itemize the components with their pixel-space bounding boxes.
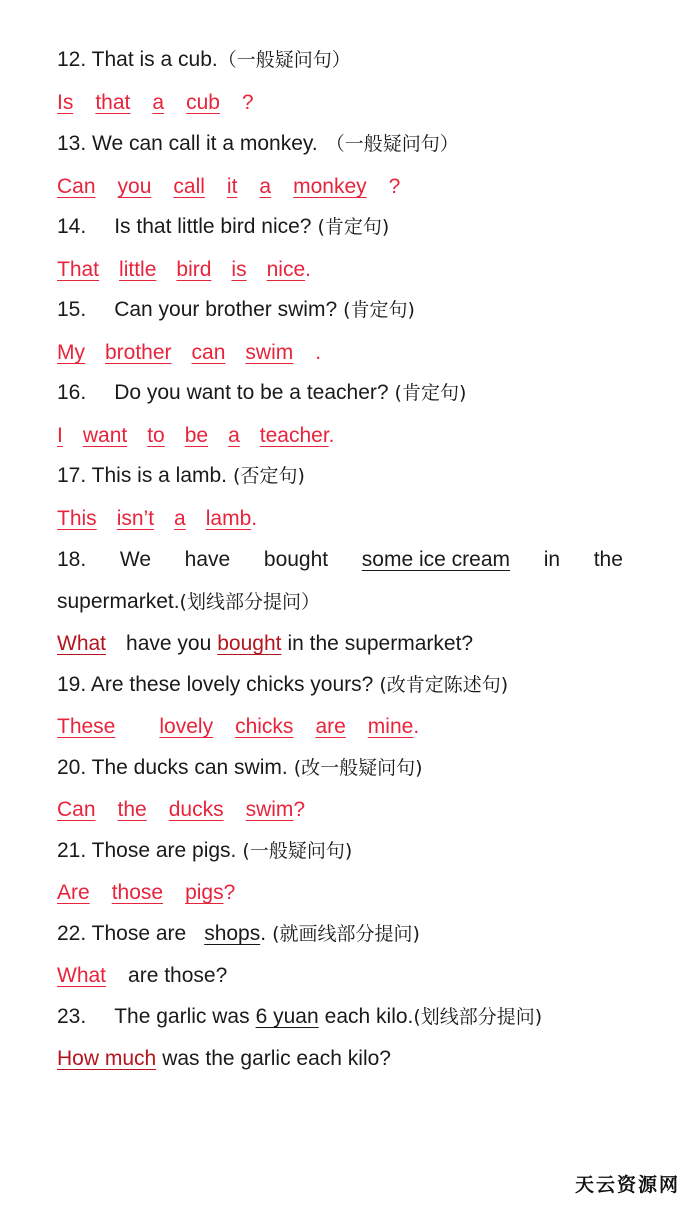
- site-logo: 天云资源网: [574, 1174, 680, 1196]
- answer-20: Can the ducks swim?: [57, 798, 306, 821]
- question-20: 20. The ducks can swim. (改一般疑问句): [57, 756, 423, 779]
- answer-22: What are those?: [57, 964, 228, 987]
- answer-15: My brother can swim .: [57, 341, 322, 364]
- question-18-line2: supermarket.(划线部分提问）: [57, 590, 320, 613]
- answer-13: Can you call it a monkey ?: [57, 175, 401, 198]
- question-16: 16. Do you want to be a teacher? (肯定句): [57, 381, 467, 404]
- question-12: 12. That is a cub.（一般疑问句）: [57, 48, 351, 71]
- question-19: 19. Are these lovely chicks yours? (改肯定陈述句): [57, 673, 509, 696]
- question-17: 17. This is a lamb. (否定句): [57, 464, 305, 487]
- answer-17: This isn’t a lamb.: [57, 507, 258, 530]
- question-21: 21. Those are pigs. (一般疑问句): [57, 839, 353, 862]
- answer-18: What have you bought in the supermarket?: [57, 632, 474, 655]
- answer-16: I want to be a teacher.: [57, 424, 335, 447]
- question-22: 22. Those are shops. (就画线部分提问): [57, 922, 420, 945]
- question-18-line1: 18. We have bought some ice cream in the: [57, 548, 623, 571]
- answer-14: That little bird is nice.: [57, 258, 311, 281]
- question-15: 15. Can your brother swim? (肯定句): [57, 298, 415, 321]
- answer-21: Are those pigs?: [57, 881, 236, 904]
- question-13: 13. We can call it a monkey. （一般疑问句）: [57, 132, 459, 155]
- answer-19: These lovely chicks are mine.: [57, 715, 420, 738]
- question-14: 14. Is that little bird nice? (肯定句): [57, 215, 390, 238]
- answer-23: How much was the garlic each kilo?: [57, 1047, 391, 1070]
- question-23: 23. The garlic was 6 yuan each kilo.(划线部分提问): [57, 1005, 543, 1028]
- answer-12: Is that a cub ?: [57, 91, 254, 114]
